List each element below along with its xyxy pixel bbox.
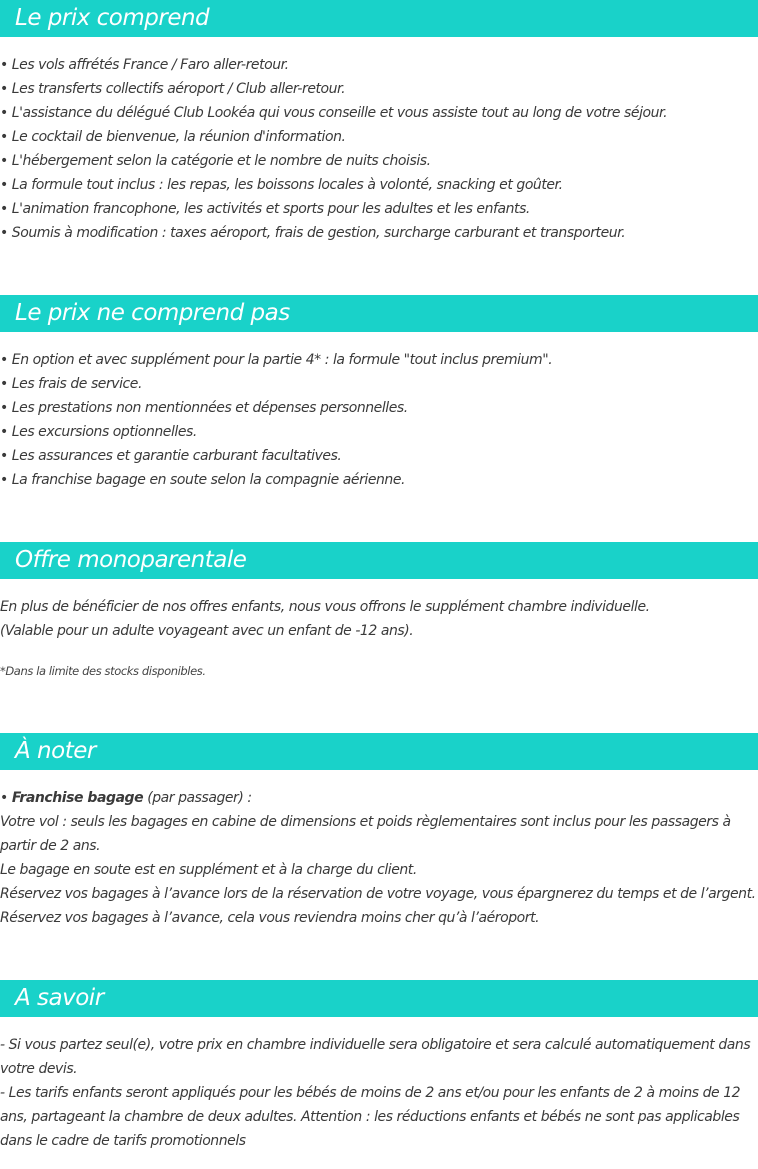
list-item: • La franchise bagage en soute selon la compagnie aérienne. [0,472,405,488]
franchise-bagage-suffix: (par passager) : [143,790,252,806]
paragraph-line: - Si vous partez seul(e), votre prix en chambre individuelle sera obligatoire et sera calculé automatiquement dans votre devis. [0,1037,751,1077]
a-savoir-text [0,1033,754,1153]
list-item: • L'hébergement selon la catégorie et le nombre de nuits choisis. [0,153,431,169]
bullet: • [0,790,12,806]
paragraph-line: Votre vol : seuls les bagages en cabine de dimensions et poids règlementaires sont inclus pour les passagers à partir de 2 ans. [0,814,731,854]
list-item: • La formule tout inclus : les repas, les boissons locales à volonté, snacking et goûter. [0,177,563,193]
list-item: • Les prestations non mentionnées et dépenses personnelles. [0,400,408,416]
paragraph-line: (Valable pour un adulte voyageant avec un enfant de -12 ans). [0,623,414,639]
paragraph-line: Réservez vos bagages à l’avance, cela vous reviendra moins cher qu’à l’aéroport. [0,910,540,926]
list-item: • Les vols affrétés France / Faro aller-retour. [0,57,289,73]
paragraph-line: Le bagage en soute est en supplément et à la charge du client. [0,862,417,878]
list-prix-comprend [0,53,754,245]
list-item: • Soumis à modification : taxes aéroport, frais de gestion, surcharge carburant et transporteur. [0,225,626,241]
stock-limit-note: *Dans la limite des stocks disponibles. [0,664,206,678]
franchise-bagage-bold: Franchise bagage [11,790,144,806]
a-noter-text [0,786,754,930]
list-prix-ne-comprend-pas [0,348,754,492]
offre-monoparentale-text [0,595,754,643]
list-item: • L'animation francophone, les activités et sports pour les adultes et les enfants. [0,201,530,217]
section-header-a-savoir: A savoir [0,980,758,1017]
franchise-bagage-label [0,786,754,810]
list-item: • L'assistance du délégué Club Lookéa qui vous conseille et vous assiste tout au long de votre séjour. [0,105,668,121]
paragraph-line: En plus de bénéficier de nos offres enfants, nous vous offrons le supplément chambre individuelle. [0,599,650,615]
list-item: • En option et avec supplément pour la partie 4* : la formule "tout inclus premium". [0,352,553,368]
paragraph-line: - Les tarifs enfants seront appliqués pour les bébés de moins de 2 ans et/ou pour les enfants de 2 à moins de 12 ans, partageant la chambre de deux adultes. Attention : les réductions enfants et bébés ne sont pas applicables dans le cadre de tarifs promotionnels [0,1085,741,1149]
list-item: • Le cocktail de bienvenue, la réunion d'information. [0,129,346,145]
list-item: • Les assurances et garantie carburant facultatives. [0,448,342,464]
list-item: • Les frais de service. [0,376,142,392]
section-header-prix-comprend: Le prix comprend [0,0,758,37]
section-header-a-noter: À noter [0,733,758,770]
list-item: • Les transferts collectifs aéroport / Club aller-retour. [0,81,346,97]
paragraph-line: Réservez vos bagages à l’avance lors de la réservation de votre voyage, vous épargnerez du temps et de l’argent. [0,886,756,902]
list-item: • Les excursions optionnelles. [0,424,197,440]
section-header-offre-monoparentale: Offre monoparentale [0,542,758,579]
section-header-prix-ne-comprend-pas: Le prix ne comprend pas [0,295,758,332]
